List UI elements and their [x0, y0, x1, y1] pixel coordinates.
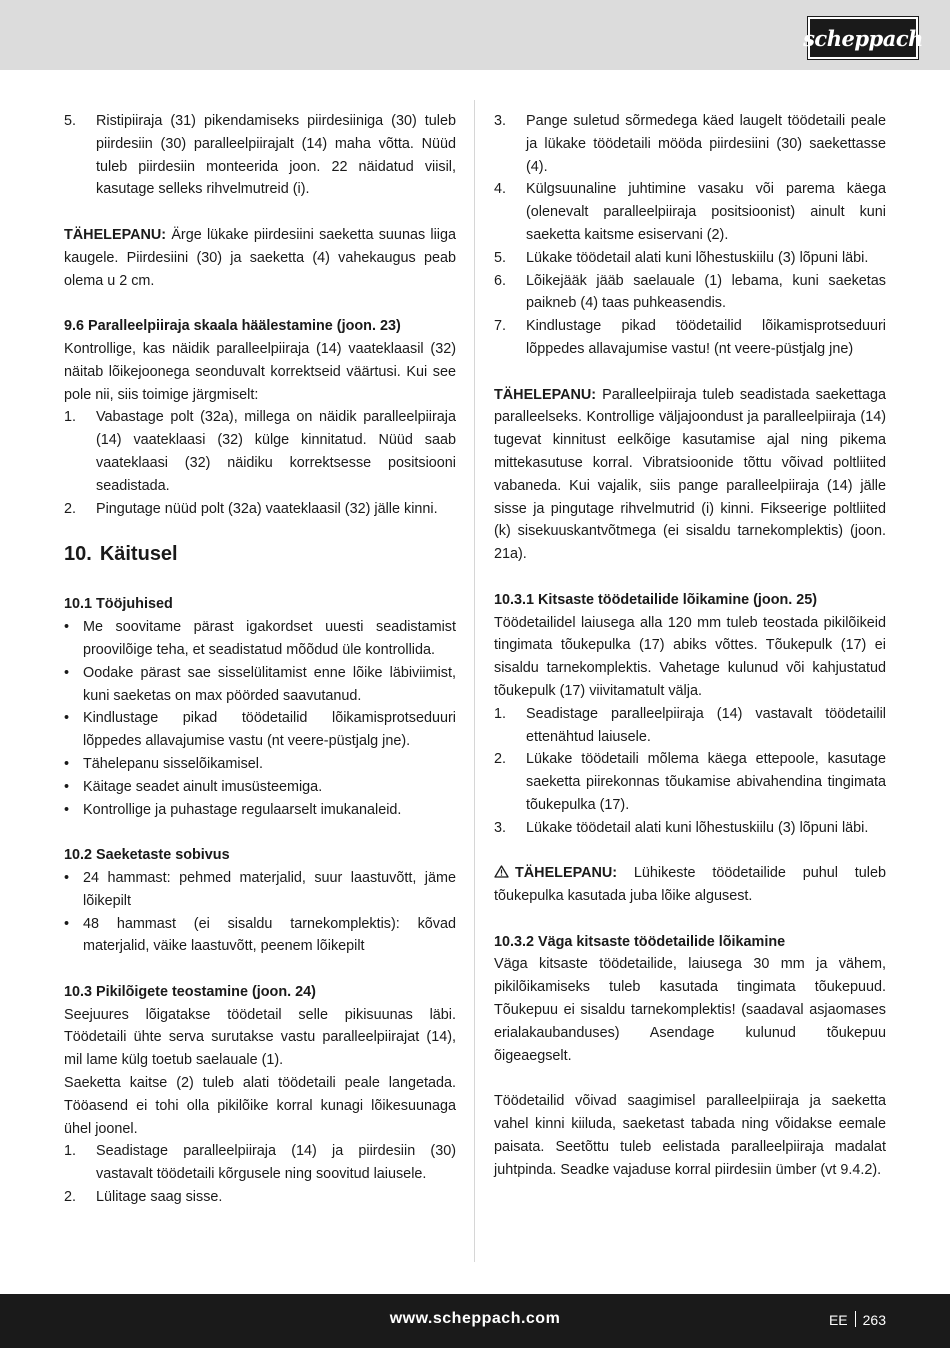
paragraph: Saeketta kaitse (2) tuleb alati töödetaili peale langetada. Tööasend ei tohi olla pikilõike korral kunagi lõikesuunaga ühel joonel. — [64, 1075, 456, 1137]
section-heading-10-3-1: 10.3.1 Kitsaste töödetailide lõikamine (joon. 25) — [494, 591, 818, 608]
list-item: 1. Seadistage paralleelpiiraja (14) vastavalt töödetailil ettenähtud laiusele. — [494, 705, 886, 745]
paragraph: Väga kitsaste töödetailide, laiusega 30 mm ja vähem, pikilõikamiseks tuleb kasutada tingimata tõukepuud. Tõukepuu ei sisaldu tarnekomplektis! (saadaval asjaomases erialakaubanduses) Asendage kulunud tõukepuu õigeaegselt. — [494, 956, 886, 1064]
paragraph: Töödetailidel laiusega alla 120 mm tuleb teostada pikilõikeid tingimata tõukepulka (17) abiks võttes. Tõukepulk (17) ei sisaldu tarnekomplektis. Vahetage kulunud või kahjustatud tõukepulk (17) viivitamatult välja. — [494, 614, 886, 699]
list-item: 6. Lõikejääk jääb saelauale (1) lebama, kuni saeketas paikneb (4) taas puhkeasendis. — [494, 272, 886, 312]
page-number: EE 263 — [828, 1312, 886, 1328]
list-item: 3. Pange suletud sõrmedega käed laugelt töödetaili peale ja lükake töödetaili mööda piirdesiini (30) saekettasse (4). — [494, 113, 886, 175]
list-item: 2. Lülitage saag sisse. — [64, 1189, 223, 1206]
bullet-item: • Tähelepanu sisselõikamisel. — [64, 755, 263, 772]
page-footer — [0, 1294, 950, 1348]
list-item: 2. Pingutage nüüd polt (32a) vaateklaasil (32) jälle kinni. — [64, 500, 438, 517]
paragraph: Seejuures lõigatakse töödetail selle pikisuunas läbi. Töödetaili ühte serva surutakse vastu paralleelpiirajat (14), mil lame külg toetub saelauale (1). — [64, 1006, 456, 1069]
section-heading-10-3-2: 10.3.2 Väga kitsaste töödetailide lõikamine — [494, 933, 786, 950]
section-heading-10-2: 10.2 Saeketaste sobivus — [64, 847, 230, 864]
attention-note: TÄHELEPANU: Paralleelpiiraja tuleb seadistada saekettaga paralleelseks. Kontrollige väljajoondust ja paralleelpiiraja (14) tugevat kinnitust eelkõige kasutamise ajal ning pikema mittekasutuse korral. Vibratsioonide tõttu võivad poltliited vabaneda. Kui vajalik, siis pange paralleelpiiraja (14) jälle sisse ja pingutage rihvelmutrid (i) kinni. Fikseerige poltliited (k) sisekuuskantvõtmega (ei sisaldu tarnekomplektis) (joon. 21a). — [494, 386, 886, 563]
list-item: 3. Lükake töödetail alati kuni lõhestuskiilu (3) lõpuni läbi. — [494, 819, 869, 836]
bullet-item: • Kindlustage pikad töödetailid lõikamisprotseduuri lõppedes allavajumise vastu (nt veere-püstjalg jne). — [64, 710, 456, 750]
list-item: 5. Lükake töödetail alati kuni lõhestuskiilu (3) lõpuni läbi. — [494, 249, 869, 266]
section-heading-10-3: 10.3 Pikilõigete teostamine (joon. 24) — [64, 983, 316, 1000]
bullet-item: • Me soovitame pärast igakordset uuesti seadistamist proovilõige teha, et seadistatud mõõdud üle kontrollida. — [64, 619, 456, 658]
bullet-item: • 48 hammast (ei sisaldu tarnekomplektis): kõvad materjalid, väike laastuvõtt, peenem lõikepilt — [64, 915, 456, 955]
list-item: 2. Lükake töödetaili mõlema käega ettepoole, kasutage saeketta piirekonnas tõukamise abivahendina tingimata tõukepulka (17). — [494, 751, 886, 813]
website-link[interactable]: www.scheppach.com — [389, 1310, 561, 1327]
bullet-item: • Oodake pärast sae sisselülitamist enne lõike läbiviimist, kuni saeketas on max pöörded saavutanud. — [64, 664, 456, 704]
section-title-10: 10. Käitusel — [64, 543, 178, 566]
bullet-item: • 24 hammast: pehmed materjalid, suur laastuvõtt, jäme lõikepilt — [64, 869, 456, 909]
list-item: 1. Vabastage polt (32a), millega on näidik paralleelpiiraja (14) vaateklaasi (32) külge kinnitatud. Nüüd saab vaateklaasi (32) näidiku korrektsesse positsiooni seadistada. — [64, 409, 456, 494]
bullet-item: • Kontrollige ja puhastage regulaarselt imukanaleid. — [64, 801, 402, 818]
column-divider — [474, 100, 475, 1262]
right-column — [494, 110, 886, 1181]
brand-name: scheppach — [803, 25, 923, 51]
section-heading-9-6: 9.6 Paralleelpiiraja skaala häälestamine (joon. 23) — [64, 318, 401, 335]
attention-note: TÄHELEPANU: Ärge lükake piirdesiini saeketta suunas liiga kaugele. Piirdesiini (30) ja saeketta (4) vahekaugus peab olema u 2 cm. — [64, 226, 456, 289]
list-item: 5. Ristipiiraja (31) pikendamiseks piirdesiiniga (30) tuleb piirdesiin (30) paralleelpiirajalt (14) maha võtta. Nüüd tuleb piirdesiin monteerida joon. 22 näidatud viisil, kasutage selleks rihvelmutreid (i). — [64, 113, 456, 198]
section-heading-10-1: 10.1 Tööjuhised — [64, 596, 173, 613]
left-column — [64, 110, 456, 1209]
paragraph: Kontrollige, kas näidik paralleelpiiraja (14) vaateklaasil (32) näitab lõikejoonega seonduvalt korrektseid väärtusi. Kui see pole nii, siis toimige järgmiselt: — [64, 340, 456, 403]
page-header — [0, 0, 950, 70]
scheppach-logo — [803, 17, 923, 59]
bullet-item: • Käitage seadet ainult imusüsteemiga. — [64, 778, 323, 795]
attention-note: TÄHELEPANU: Lühikeste töödetailide puhul tuleb tõukepulka kasutada juba lõike algusest. — [494, 862, 886, 908]
list-item: 4. Külgsuunaline juhtimine vasaku või parema käega (olenevalt paralleelpiiraja positsioonist) ainult kuni saeketta kaitsme esiservani (2). — [494, 181, 886, 243]
warning-triangle-icon — [494, 862, 509, 885]
list-item: 1. Seadistage paralleelpiiraja (14) ja piirdesiin (30) vastavalt töödetaili kõrgusele ning soovitud laiusele. — [64, 1143, 456, 1183]
list-item: 7. Kindlustage pikad töödetailid lõikamisprotseduuri lõppedes allavajumise vastu! (nt veere-püstjalg jne) — [494, 318, 886, 357]
paragraph: Töödetailid võivad saagimisel paralleelpiiraja ja saeketta vahel kinni kiiluda, saeketast tabada ning võidakse eemale paisata. Seetõttu tuleb eelistada paralleelpiiraja madalat juhtpinda. Seadke vajaduse korral piirdesiin ümber (vt 9.4.2). — [494, 1093, 886, 1178]
